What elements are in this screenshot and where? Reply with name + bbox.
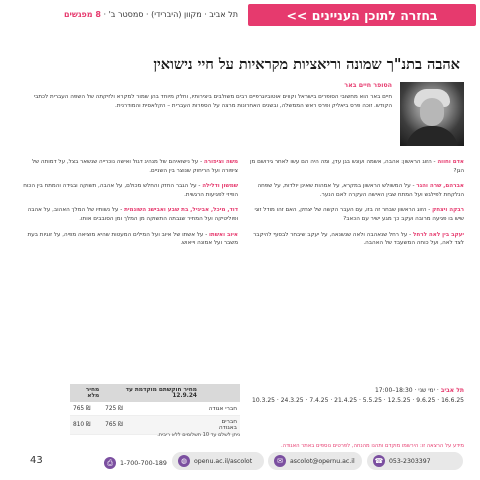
email-icon: ✉	[274, 455, 286, 467]
lesson-text: - על נישואיהם של מנהיג דגול ואישה נוכרייה שנשאר בצל, על דמותה של ציפורה ועל הריחוק שנוצר בין השניים.	[32, 159, 238, 174]
course-meta-text: תל אביב · מקוון (היברידי) · סמסטר ב'	[108, 10, 238, 19]
course-meta: תל אביב · מקוון (היברידי) · סמסטר ב' · 8 מפגשים	[63, 10, 238, 19]
lesson-title: משה וציפורה	[203, 159, 238, 165]
footer	[0, 451, 480, 477]
lesson-item	[244, 158, 464, 175]
lesson-item	[18, 231, 238, 248]
email-address: ascolot@opernu.ac.il	[290, 457, 355, 465]
lesson-item	[244, 206, 464, 223]
phone-link[interactable]	[367, 452, 463, 470]
lesson-title: רבקה ויצחק	[432, 207, 464, 214]
price-note: ניתן לשלם עד 10 תשלומים ללא ריבית.	[157, 432, 240, 438]
lesson-item	[18, 158, 238, 175]
back-to-contents-button[interactable]: בחזרה לתוכן העניינים >>	[248, 4, 476, 26]
lesson-text: - על המשולש הראשון במקרא, על אמהות שאינן יולדות, על שפחה הנלקחת לפילגש ועל המתח שבין האישה העקרה לאם הנער.	[257, 183, 464, 198]
lesson-title: איוב ואשתו	[209, 231, 238, 238]
price-row-label: חברי אגודה	[200, 403, 240, 416]
course-title: אהבה בתנ"ך שמונה וריאציות מקראיות על חיי נישואין	[153, 56, 460, 73]
registration-note: מידע על הרצאה זו: הירשמו מוקדם ותהנו מהנחה, לפרטים נוספים באתר האגודה.	[280, 443, 464, 449]
page-number: 43	[30, 455, 43, 466]
table-row	[70, 403, 240, 416]
meetings-count: 8 מפגשים	[63, 10, 101, 19]
lecturer-section	[16, 82, 464, 144]
phone-icon: ☎	[374, 457, 384, 465]
lessons-column-left	[18, 158, 238, 255]
lesson-title: יעקב בין לאה לרחל	[412, 231, 464, 238]
price-early: 725 ₪	[102, 403, 200, 416]
lesson-text: - הזוג הראשון שבחר זה בזו, עם העבר הקשה של יצחק, האם זהו מודל זוגי שיש בו פגיעה מרובה ועקב כך מגע ישיר עם הכאב?	[254, 207, 464, 222]
lesson-text: - על נשותיו של המלך האהוב, על אהבה ופוליטיקה ועל המחיר שגבתה התשוקה מן המלך ומן הסובבים אותו.	[27, 207, 238, 222]
price-full: 765 ₪	[70, 403, 102, 416]
price-header-cell: מחיר חוקשתם מוקדמת עד 12.9.24	[102, 384, 200, 403]
price-header-cell: מחיר מלא	[70, 384, 102, 403]
price-table	[70, 384, 240, 435]
lesson-item	[18, 206, 238, 223]
price-early: 765 ₪	[102, 416, 200, 435]
lesson-text: - על הגבר החזק והחלש מכולם, על אהבה, תשוקה ובגידה והמתח בין הכוח הפיזי לפגיעות הרגשית.	[23, 183, 238, 198]
phone-number: 053-2303397	[389, 457, 431, 465]
lecturer-bio: חיים באר הוא מחשובי הסופרים בישראל וקווים אוטוביוגרפיים רבים משולבים ביצירותיו, וחלק מיוחד בהן שמור למקרא ולזיקתה של השפה העברית לכתבי הקודש. זוכה פרס ביאליק ופרס ראש הממשלה, ובשנים האחרונות מרצה על הספרות העברית – הקלאסית והמודרנית.	[33, 93, 392, 109]
lecturer-name: הסופר חיים באר	[344, 82, 392, 89]
lessons-column-right	[244, 158, 464, 255]
lecturer-bio-block	[16, 82, 392, 110]
lesson-title: אדם וחווה	[437, 159, 464, 165]
website-link[interactable]	[172, 452, 264, 470]
lesson-item	[244, 182, 464, 199]
lecturer-photo	[400, 82, 464, 146]
price-table-header	[70, 384, 240, 403]
globe-icon: ◍	[178, 455, 190, 467]
schedule-block: תל אביב · ימי שני · 18:30–17:00 16.6.25 · 9.6.25 · 12.5.25 · 5.5.25 · 21.4.25 · 7.4.25 · 24.3.25 · 10.3.25	[244, 386, 464, 405]
website-url: openu.ac.il/ascolot	[194, 457, 253, 465]
top-bar	[0, 0, 480, 32]
lesson-title: שמשון ודלילה	[202, 183, 238, 190]
schedule-location: תל אביב	[440, 387, 464, 394]
lesson-title: אברהם, שרה והגר	[416, 183, 464, 190]
fax-info	[104, 457, 167, 469]
lesson-item	[244, 231, 464, 248]
lesson-item	[18, 182, 238, 199]
price-row-label: חברים באגודה	[200, 416, 240, 435]
lesson-text: - על אשתו של איוב ועל המילים המעטות שהיא מוציאה מפיה, על זוגיות בעת משבר ועל אמונה וייאוש.	[27, 231, 238, 247]
lesson-title: דוד, מיכל, אביגיל, בת שבע ואבישג השונמית	[124, 207, 238, 214]
schedule-time: ימי שני · 18:30–17:00	[374, 387, 435, 394]
price-full: 810 ₪	[70, 416, 102, 435]
price-header-cell	[200, 384, 240, 403]
fax-icon: ⎙	[104, 457, 116, 469]
lesson-text: - על רחל שנאהבה ולאה שנשנאה, על יעקב שיבחר לבסוף להיקבר לצד לאה, ועל כוחה המשעבד של האהבה.	[253, 231, 464, 247]
schedule-dates: 16.6.25 · 9.6.25 · 12.5.25 · 5.5.25 · 21.4.25 · 7.4.25 · 24.3.25 · 10.3.25	[252, 396, 464, 404]
lesson-text: - הזוג הראשון: אהבה, אשמה ועונש בגן עדן, ומה היה הם עשו לאחר גירושם מן הגן?	[250, 159, 464, 174]
email-link[interactable]	[268, 452, 362, 470]
fax-number: 1-700-700-189	[120, 459, 167, 467]
